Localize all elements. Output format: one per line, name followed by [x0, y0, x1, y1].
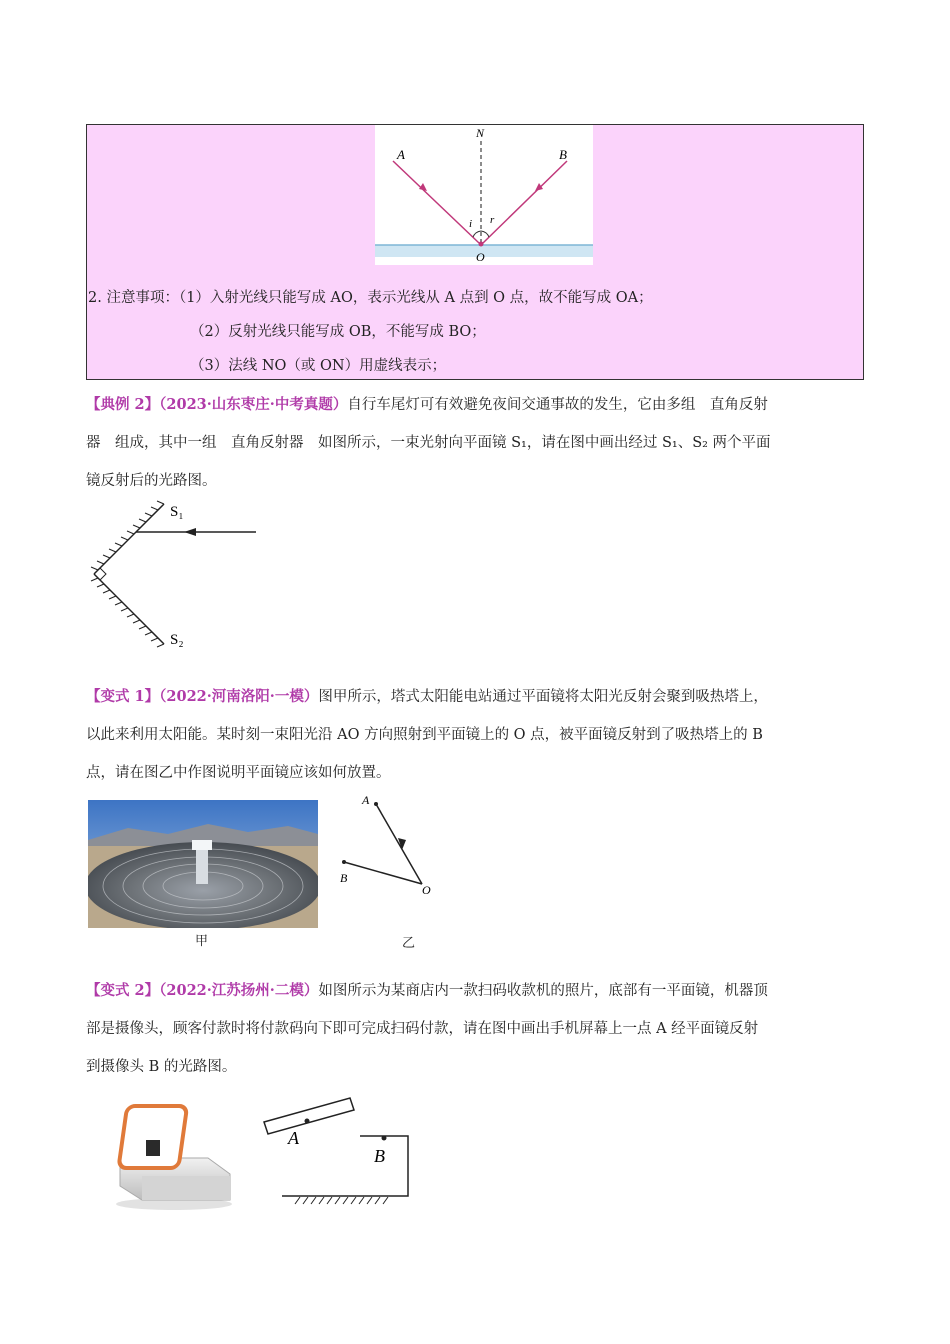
- ray-ao: [376, 804, 422, 884]
- variant-2-line-1: 如图所示为某商店内一款扫码收款机的照片，底部有一平面镜，机器顶: [318, 983, 768, 999]
- label-n: N: [476, 126, 485, 140]
- note-line-1: 2. 注意事项：（1）入射光线只能写成 AO，表示光线从 A 点到 O 点，故不能写成 OA；: [88, 290, 653, 306]
- variant-1-source: （2022·河南洛阳·一模）: [159, 688, 319, 705]
- variant-2-diagram: [260, 1096, 420, 1208]
- label-o: O: [476, 250, 485, 264]
- variant-2-source: （2022·江苏扬州·二模）: [159, 982, 319, 999]
- note-line-3: （3）法线 NO（或 ON）用虚线表示；: [190, 358, 447, 374]
- label-s1: S₁: [170, 504, 184, 520]
- variant-1-line-2: 以此来利用太阳能。某时刻一束阳光沿 AO 方向照射到平面镜上的 O 点，被平面镜反射到了吸热塔上的 B: [86, 727, 763, 743]
- solar-plant-photo: [88, 800, 318, 928]
- scanner-photo: [112, 1100, 238, 1212]
- mirror-s2: [94, 574, 164, 644]
- label-r: r: [490, 214, 495, 226]
- example-2-text: [86, 386, 866, 500]
- label-a: A: [288, 1128, 299, 1148]
- variant-2-text: [86, 972, 866, 1086]
- reflection-figure: [375, 125, 593, 265]
- label-b: B: [340, 871, 348, 885]
- figure-background: [375, 125, 593, 265]
- example-2-source: （2023·山东枣庄·中考真题）: [159, 396, 348, 413]
- variant-2-line-2: 部是摄像头，顾客付款时将付款码向下即可完成扫码付款，请在图中画出手机屏幕上一点 A 经平面镜反射: [86, 1021, 759, 1037]
- label-b: B: [374, 1146, 385, 1166]
- caption-jia: 甲: [195, 934, 209, 949]
- example-2-line-3: 镜反射后的光路图。: [86, 473, 217, 489]
- label-o: O: [422, 883, 431, 897]
- phone-screen: [264, 1098, 354, 1134]
- label-b: B: [559, 147, 567, 162]
- note-line-2: （2）反射光线只能写成 OB，不能写成 BO；: [190, 324, 486, 340]
- caption-yi: 乙: [402, 936, 416, 951]
- example-2-line-1: 自行车尾灯可有效避免夜间交通事故的发生，它由多组 直角反射: [347, 397, 768, 413]
- mirror-s1: [94, 504, 164, 574]
- incident-arrow: [184, 528, 196, 536]
- label-a: A: [397, 147, 405, 162]
- variant-1-line-3: 点，请在图乙中作图说明平面镜应该如何放置。: [86, 765, 391, 781]
- point-o: [479, 242, 484, 247]
- variant-2-tag: 【变式 2】: [86, 982, 160, 999]
- label-i: i: [469, 218, 473, 230]
- label-s2: S₂: [170, 632, 184, 648]
- machine-outline: [282, 1136, 408, 1196]
- variant-2-line-3: 到摄像头 B 的光路图。: [86, 1059, 237, 1075]
- variant-1-line-1: 图甲所示，塔式太阳能电站通过平面镜将太阳光反射会聚到吸热塔上，: [318, 689, 768, 705]
- example-2-tag: 【典例 2】: [86, 396, 160, 413]
- variant-1-diagram: [332, 790, 442, 900]
- point-a: [305, 1119, 310, 1124]
- line-ob: [344, 862, 422, 884]
- right-angle-mark: [100, 568, 106, 580]
- variant-1-tag: 【变式 1】: [86, 688, 160, 705]
- variant-1-text: [86, 678, 866, 792]
- retroreflector-figure: [86, 496, 266, 656]
- point-b: [382, 1136, 387, 1141]
- label-a: A: [362, 793, 370, 807]
- example-2-line-2: 器 组成，其中一组 直角反射器 如图所示，一束光射向平面镜 S₁，请在图中画出经过 S₁、S₂ 两个平面: [86, 435, 771, 451]
